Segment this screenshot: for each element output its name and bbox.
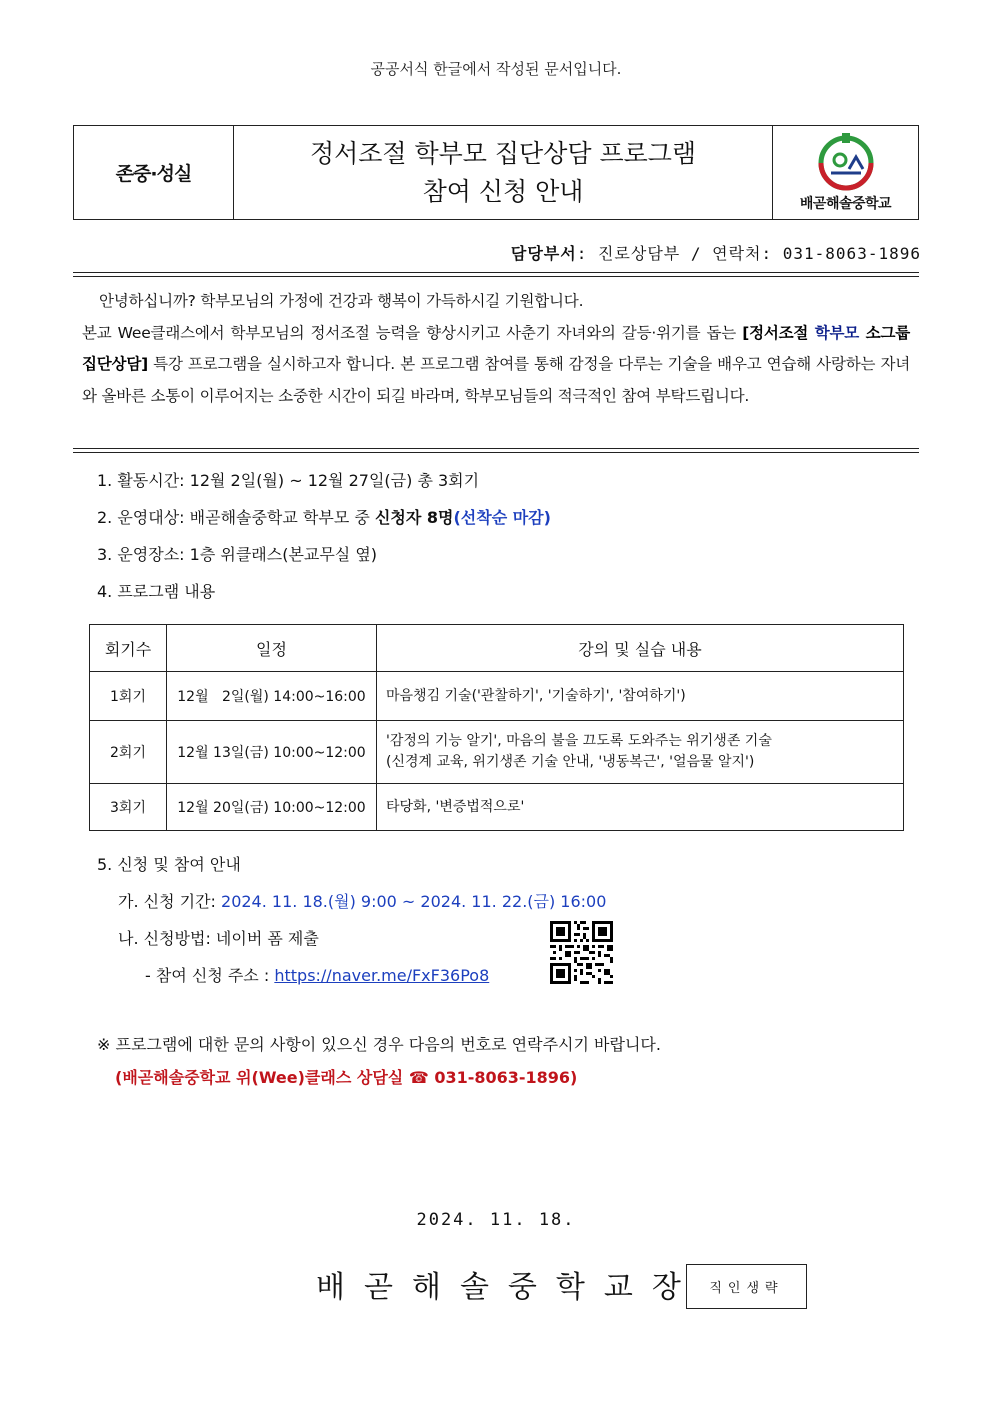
table-row	[90, 784, 904, 831]
application-link[interactable]: https://naver.me/FxF36Po8	[274, 966, 490, 985]
dept-label: 담당부서	[510, 244, 577, 263]
program-name-highlight: 학부모	[814, 323, 860, 342]
seal-omitted-box: 직인생략	[686, 1264, 807, 1309]
inquiry-notice	[97, 1028, 661, 1094]
intro-body-a: 본교 Wee클래스에서 학부모님의 정서조절 능력을 향상시키고 사춘기 자녀와의 갈등·위기를 돕는	[82, 323, 743, 342]
cell-date: 12월 13일(금) 10:00~12:00	[167, 721, 377, 784]
program-content-heading: 4. 프로그램 내용	[97, 582, 216, 601]
table-header	[90, 625, 904, 672]
info-list	[97, 462, 551, 610]
address-label: - 참여 신청 주소 :	[145, 966, 275, 985]
issue-date: 2024. 11. 18.	[416, 1210, 576, 1230]
intro-body	[82, 318, 910, 413]
application-period	[97, 883, 606, 920]
title-line-1: 정서조절 학부모 집단상담 프로그램	[309, 138, 697, 168]
section5-title: 5. 신청 및 참여 안내	[97, 855, 241, 874]
cell-content	[377, 721, 904, 784]
header-box	[73, 125, 919, 220]
application-address	[97, 957, 606, 994]
col-header-session: 회기수	[90, 625, 167, 672]
target-count: 신청자 8명	[374, 508, 454, 527]
application-method: 나. 신청방법: 네이버 폼 제출	[118, 929, 319, 948]
col-header-date: 일정	[167, 625, 377, 672]
top-note: 공공서식 한글에서 작성된 문서입니다.	[370, 60, 622, 78]
col-header-content: 강의 및 실습 내용	[377, 625, 904, 672]
target	[97, 499, 551, 536]
application-section	[97, 846, 606, 994]
logo-school-name: 배곧해솔중학교	[799, 195, 892, 212]
cell-session: 3회기	[90, 784, 167, 831]
intro-text	[82, 286, 910, 412]
cell-content: 마음챙김 기술('관찰하기', '기술하기', '참여하기')	[377, 672, 904, 721]
period-value: 2024. 11. 18.(월) 9:00 ~ 2024. 11. 22.(금) 16:00	[221, 892, 607, 911]
intro-body-b: 특강 프로그램을 실시하고자 합니다. 본 프로그램 참여를 통해 감정을 다루는 기술을 배우고 연습해 사랑하는 자녀와 올바른 소통이 이루어지는 소중한 시간이 되길 바라며, 학부모님들의 적극적인 참여 부탁드립니다.	[82, 355, 910, 405]
document-title	[234, 126, 773, 219]
qr-code-icon[interactable]	[547, 918, 616, 987]
cell-content-line2: (신경계 교육, 위기생존 기술 안내, '냉동복근', '얼음물 알지')	[386, 754, 755, 770]
schedule-table	[89, 624, 904, 831]
location: 3. 운영장소: 1층 위클래스(본교무실 옆)	[97, 545, 378, 564]
cell-content: 타당화, '변증법적으로'	[377, 784, 904, 831]
period-label: 가. 신청 기간:	[118, 892, 222, 911]
cell-date: 12월 2일(월) 14:00~16:00	[167, 672, 377, 721]
divider-top	[73, 272, 919, 277]
divider-bottom	[73, 448, 919, 453]
notice-contact: (배곧해솔중학교 위(Wee)클래스 상담실 ☎ 031-8063-1896)	[115, 1068, 578, 1087]
activity-time: 1. 활동시간: 12월 2일(월) ~ 12월 27일(금) 총 3회기	[97, 471, 480, 490]
school-logo	[773, 126, 918, 219]
program-name-a: [정서조절 학부모	[742, 323, 860, 342]
cell-session: 2회기	[90, 721, 167, 784]
dept-contact: : 진로상담부 / 연락처: 031-8063-1896	[576, 244, 921, 263]
cell-date: 12월 20일(금) 10:00~12:00	[167, 784, 377, 831]
contact-line	[511, 241, 921, 264]
title-line-2: 참여 신청 안내	[422, 176, 584, 206]
cell-content-line1: '감정의 기능 알기', 마음의 불을 끄도록 도와주는 위기생존 기술	[386, 733, 772, 749]
school-emblem-icon	[813, 133, 879, 191]
principal-name: 배곧해솔중학교장	[316, 1270, 700, 1305]
notice-text: ※ 프로그램에 대한 문의 사항이 있으신 경우 다음의 번호로 연락주시기 바랍니다.	[97, 1035, 661, 1054]
school-motto: 존중·성실	[74, 126, 234, 219]
cell-session: 1회기	[90, 672, 167, 721]
table-row	[90, 672, 904, 721]
target-label: 2. 운영대상: 배곧해솔중학교 학부모 중	[97, 508, 375, 527]
intro-greeting: 안녕하십니까? 학부모님의 가정에 건강과 행복이 가득하시길 기원합니다.	[99, 292, 584, 310]
table-row	[90, 721, 904, 784]
program-name-b: 소그룹 집단상담]	[82, 323, 911, 373]
target-note: (선착순 마감)	[453, 508, 551, 527]
